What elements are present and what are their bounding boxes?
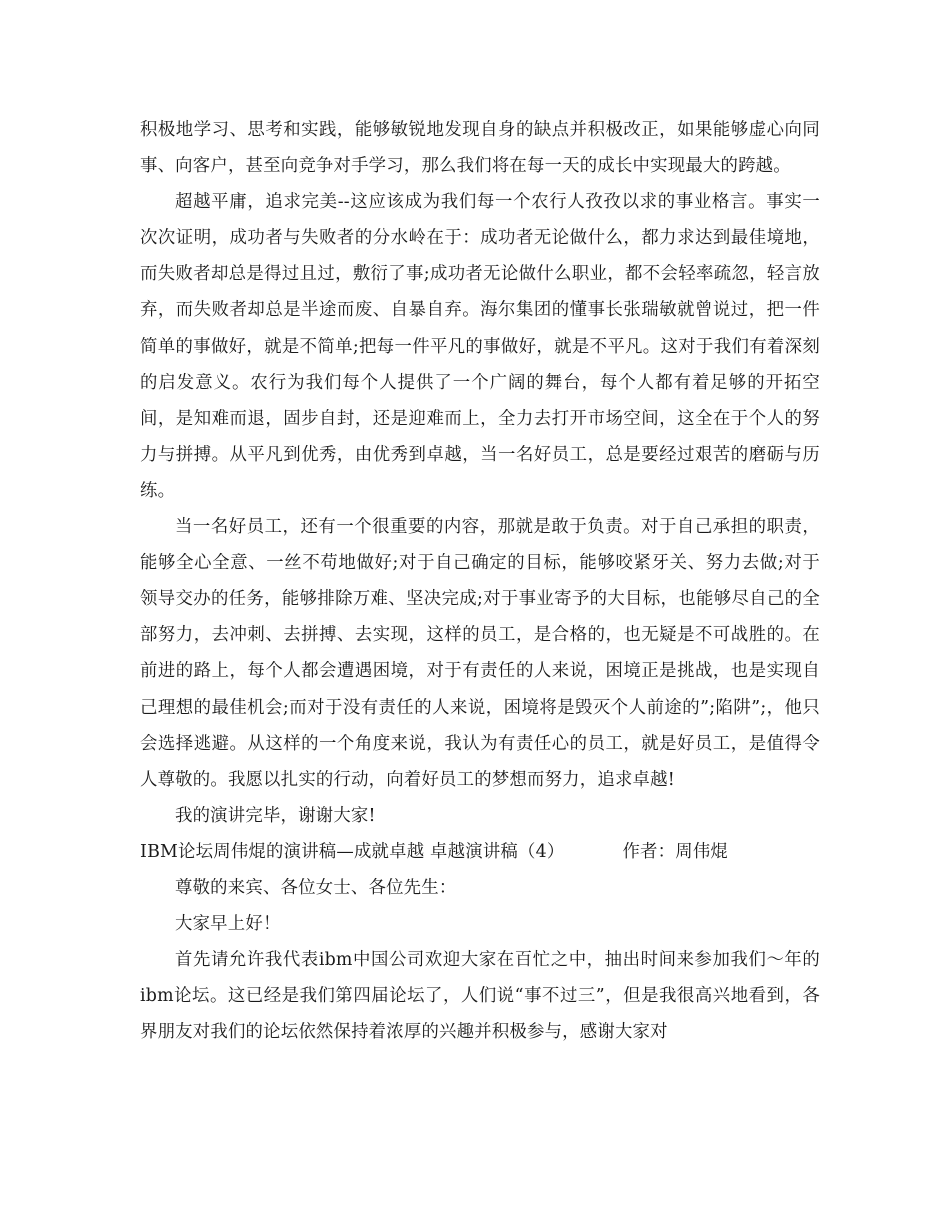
salutation: 尊敬的来宾、各位女士、各位先生：	[175, 877, 457, 898]
document-body	[140, 112, 820, 1050]
speech-title: IBM论坛周伟焜的演讲稿—成就卓越 卓越演讲稿（4）	[140, 841, 565, 862]
speech-author: 作者：周伟焜	[622, 841, 729, 862]
speech-title-line	[140, 834, 820, 870]
greeting: 大家早上好！	[175, 914, 281, 935]
paragraph-opening: 首先请允许我代表ibm中国公司欢迎大家在百忙之中，抽出时间来参加我们～年的ibm论坛。这已经是我们第四届论坛了，人们说“事不过三”，但是我很高兴地看到，各界朋友对我们的论坛依然保持着浓厚的兴趣并积极参与，感谢大家对	[140, 950, 820, 1043]
paragraph-2: 超越平庸，追求完美--这应该成为我们每一个农行人孜孜以求的事业格言。事实一次次证明，成功者与失败者的分水岭在于：成功者无论做什么，都力求达到最佳境地，而失败者却总是得过且过，敷衍了事;成功者无论做什么职业，都不会轻率疏忽，轻言放弃，而失败者却总是半途而废、自暴自弃。海尔集团的懂事长张瑞敏就曾说过，把一件简单的事做好，就是不简单;把每一件平凡的事做好，就是不平凡。这对于我们有着深刻的启发意义。农行为我们每个人提供了一个广阔的舞台，每个人都有着足够的开拓空间，是知难而退，固步自封，还是迎难而上，全力去打开市场空间，这全在于个人的努力与拼搏。从平凡到优秀，由优秀到卓越，当一名好员工，总是要经过艰苦的磨砺与历练。	[140, 192, 820, 501]
paragraph-3: 当一名好员工，还有一个很重要的内容，那就是敢于负责。对于自己承担的职责，能够全心全意、一丝不苟地做好;对于自己确定的目标，能够咬紧牙关、努力去做;对于领导交办的任务，能够排除万难、坚决完成;对于事业寄予的大目标，也能够尽自己的全部努力，去冲刺、去拼搏、去实现，这样的员工，是合格的，也无疑是不可战胜的。在前进的路上，每个人都会遭遇困境，对于有责任的人来说，困境正是挑战，也是实现自己理想的最佳机会;而对于没有责任的人来说，困境将是毁灭个人前途的”;陷阱”;，他只会选择逃避。从这样的一个角度来说，我认为有责任心的员工，就是好员工，是值得令人尊敬的。我愿以扎实的行动，向着好员工的梦想而努力，追求卓越!	[140, 517, 820, 790]
paragraph-1: 积极地学习、思考和实践，能够敏锐地发现自身的缺点并积极改正，如果能够虚心向同事、向客户，甚至向竞争对手学习，那么我们将在每一天的成长中实现最大的跨越。	[140, 120, 820, 177]
closing-line: 我的演讲完毕，谢谢大家!	[175, 805, 376, 826]
